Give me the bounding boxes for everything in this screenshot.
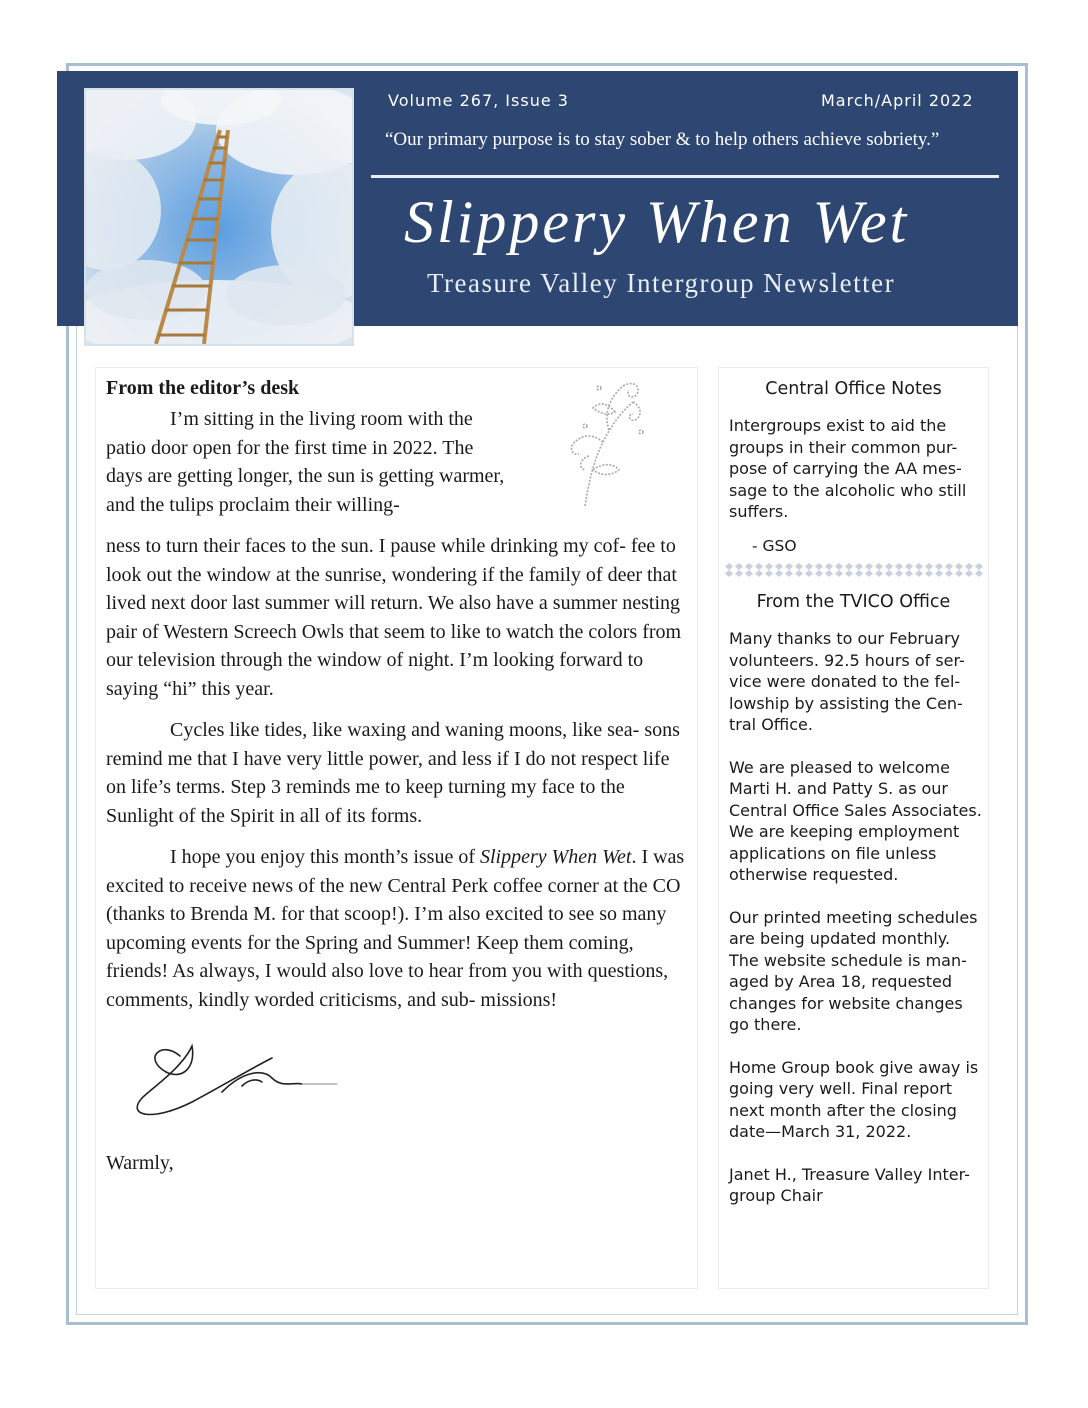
editor-letter xyxy=(106,405,691,1027)
ladder-to-sky-photo xyxy=(84,88,354,346)
editor-paragraph: ness to turn their faces to the sun. I pause while drinking my cof- fee to look out the window at the sunrise, wondering if the family of deer that lived next door last summer will return. We also have a summer nesting pair of Western Screech Owls that seem to like to watch the colors from our television through the window of night. I’m looking forward to saying “hi” this year. xyxy=(106,535,682,700)
editor-paragraph: I hope you enjoy this month’s issue of Slippery When Wet. I was excited to receive news of the new Central Perk coffee corner at the CO (thanks to Brenda M. for that scoop!). I’m also excited to see so many upcoming events for the Spring and Summer! Keep them coming, friends! As always, I would also love to hear from you with questions, comments, kindly worded criticisms, and sub- missions! xyxy=(106,846,685,1011)
divider-diamond xyxy=(905,570,913,577)
divider-diamond xyxy=(765,570,773,577)
office-note: Our printed meeting schedules are being updated monthly. The website schedule is man- aged by Area 18, requested changes for website changes go there. xyxy=(729,907,978,1034)
header-rule xyxy=(371,175,999,178)
divider-diamond xyxy=(815,563,823,570)
primary-purpose-quote: “Our primary purpose is to stay sober & to help others achieve sobriety.” xyxy=(385,129,940,150)
volume-issue: Volume 267, Issue 3 xyxy=(388,91,569,110)
office-note: Home Group book give away is going very well. Final report next month after the closing date—March 31, 2022. xyxy=(729,1057,979,1141)
divider-diamond xyxy=(735,570,743,577)
divider-diamond xyxy=(755,563,763,570)
divider-diamond xyxy=(785,563,793,570)
divider-diamond xyxy=(845,570,853,577)
editor-heading: From the editor’s desk xyxy=(106,377,300,399)
divider-diamond xyxy=(865,570,873,577)
divider-diamond xyxy=(765,563,773,570)
editor-paragraph: I’m sitting in the living room with the patio door open for the first time in 2022. The days are getting longer, the sun is getting warmer, and the tulips proclaim their willing- xyxy=(106,408,505,516)
divider-diamond xyxy=(945,570,953,577)
divider-diamond xyxy=(775,563,783,570)
divider-diamond xyxy=(845,563,853,570)
divider-diamond xyxy=(795,563,803,570)
central-office-notes-text: Intergroups exist to aid the groups in their common pur- pose of carrying the AA mes- sage to the alcoholic who still suffers. xyxy=(729,416,967,521)
divider-diamond xyxy=(835,570,843,577)
divider-diamond xyxy=(925,570,933,577)
gso-attribution: - GSO xyxy=(752,537,797,555)
divider-diamond xyxy=(975,570,983,577)
divider-diamond xyxy=(885,570,893,577)
divider-diamond xyxy=(965,570,973,577)
divider-diamond xyxy=(935,563,943,570)
divider-diamond xyxy=(865,563,873,570)
divider-diamond xyxy=(915,570,923,577)
divider-diamond xyxy=(945,563,953,570)
divider-diamond xyxy=(825,570,833,577)
central-office-notes-heading: Central Office Notes xyxy=(765,379,942,399)
divider-diamond xyxy=(875,570,883,577)
divider-diamond xyxy=(745,563,753,570)
divider-diamond xyxy=(785,570,793,577)
office-note: We are pleased to welcome Marti H. and Patty S. as our Central Office Sales Associates. We are keeping employment applications on file unless otherwise requested. xyxy=(729,757,982,884)
tvico-office-text xyxy=(729,628,984,1228)
divider-diamond xyxy=(855,563,863,570)
editor-signature xyxy=(122,1038,342,1128)
divider-diamond xyxy=(885,563,893,570)
divider-diamond xyxy=(775,570,783,577)
newsletter-subtitle: Treasure Valley Intergroup Newsletter xyxy=(427,268,896,298)
newsletter-title: Slippery When Wet xyxy=(404,189,910,255)
tvico-office-heading: From the TVICO Office xyxy=(756,592,951,612)
divider-diamond xyxy=(835,563,843,570)
divider-diamond xyxy=(965,563,973,570)
divider-diamond xyxy=(725,570,733,577)
divider-diamond xyxy=(955,570,963,577)
divider-diamond xyxy=(755,570,763,577)
editor-paragraph: Cycles like tides, like waxing and waning moons, like sea- sons remind me that I have very little power, and less if I do not respect life on life’s terms. Step 3 reminds me to keep turning my face to the Sunlight of the Spirit in all of its forms. xyxy=(106,719,680,827)
divider-diamond xyxy=(955,563,963,570)
diamond-divider xyxy=(724,563,984,577)
divider-diamond xyxy=(725,563,733,570)
divider-diamond xyxy=(935,570,943,577)
closing-salutation: Warmly, xyxy=(106,1152,174,1174)
ladder-sky-illustration xyxy=(86,90,352,344)
divider-diamond xyxy=(895,563,903,570)
divider-diamond xyxy=(875,563,883,570)
divider-diamond xyxy=(855,570,863,577)
divider-diamond xyxy=(805,563,813,570)
divider-diamond xyxy=(905,563,913,570)
divider-diamond xyxy=(805,570,813,577)
divider-diamond xyxy=(895,570,903,577)
newsletter-title-reference: Slippery When Wet xyxy=(479,846,632,868)
issue-date: March/April 2022 xyxy=(821,91,974,110)
divider-diamond xyxy=(915,563,923,570)
divider-diamond xyxy=(795,570,803,577)
divider-diamond xyxy=(825,563,833,570)
office-note: Many thanks to our February volunteers. 92.5 hours of ser- vice were donated to the fel- lowship by assisting the Cen- tral Office. xyxy=(729,629,965,734)
divider-diamond xyxy=(925,563,933,570)
divider-diamond xyxy=(735,563,743,570)
divider-diamond xyxy=(745,570,753,577)
divider-diamond xyxy=(975,563,983,570)
divider-diamond xyxy=(815,570,823,577)
office-note: Janet H., Treasure Valley Inter- group Chair xyxy=(729,1164,970,1205)
